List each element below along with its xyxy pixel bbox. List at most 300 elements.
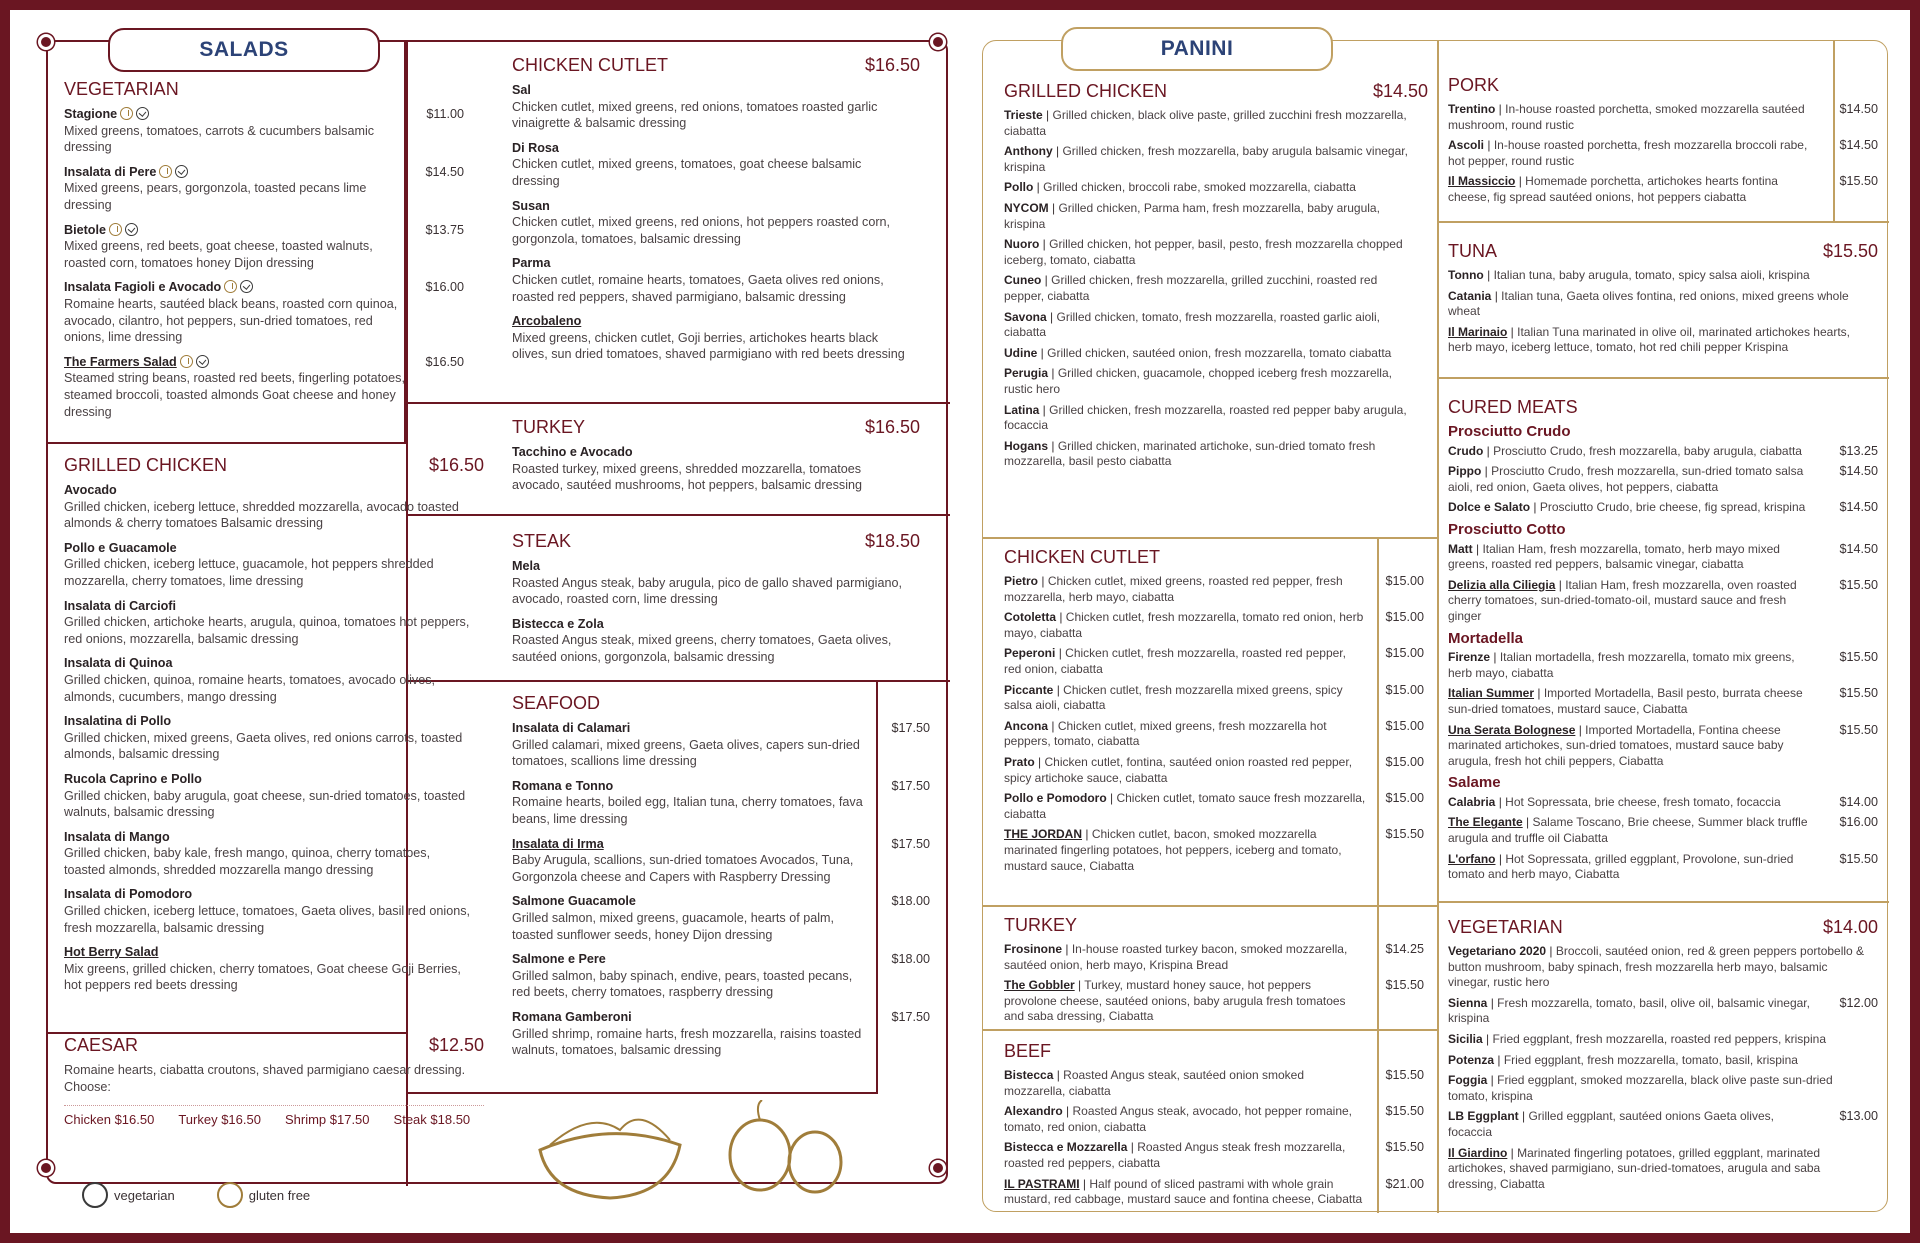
menu-item (1448, 1073, 1878, 1104)
menu-item-name: Insalata di Pomodoro (64, 887, 193, 902)
salads-title: SALADS (108, 28, 380, 72)
menu-item-price: $15.50 (1385, 1104, 1424, 1119)
menu-item-text: Catania | Italian tuna, Gaeta olives fontina, red onions, mixed greens whole wheat (1448, 288, 1849, 319)
menu-item-desc: Fresh mozzarella, tomato, basil, olive oil, balsamic vinegar, krispina (1448, 995, 1810, 1026)
menu-item-name: Parma (512, 256, 551, 271)
menu-item-name: Bietole (64, 222, 106, 237)
menu-item-row (512, 893, 930, 943)
menu-item-desc: In-house roasted turkey bacon, smoked mozzarella, sautéed onion, herb mayo, Krispina Bread (1004, 942, 1348, 972)
menu-item-name-line (512, 140, 910, 157)
menu-item-text (512, 82, 920, 132)
menu-item-text (64, 829, 484, 879)
menu-item-desc: Grilled chicken, fresh mozzarella, roasted red pepper baby arugula, focaccia (1004, 402, 1407, 433)
menu-item-row (1448, 464, 1878, 495)
menu-item-price: $15.00 (1385, 754, 1424, 769)
menu-item-price: $14.50 (1839, 102, 1878, 116)
menu-item-text: Pietro | Chicken cutlet, mixed greens, roasted red pepper, fresh mozzarella, herb mayo, ciabatta (1004, 574, 1343, 604)
menu-item-name: Bistecca e Mozzarella (1004, 1140, 1128, 1155)
salads-steak (512, 530, 920, 674)
menu-item-desc: Grilled chicken, fresh mozzarella, grilled zucchini, roasted red pepper, ciabatta (1004, 273, 1378, 303)
menu-item-price: $15.00 (1385, 574, 1424, 588)
menu-item-name: Firenze (1448, 650, 1491, 665)
menu-item-name-line (64, 354, 406, 371)
menu-item (1004, 144, 1428, 175)
menu-item-desc: Chicken cutlet, romaine hearts, tomatoes, Gaeta olives red onions, roasted red peppers, shaved parmigiano, balsamic dressing (512, 272, 884, 304)
menu-item-name: THE JORDAN (1004, 827, 1083, 842)
menu-item-text (64, 222, 416, 272)
menu-item-row (1448, 852, 1878, 883)
menu-item-text (64, 713, 484, 763)
menu-item (1448, 542, 1878, 573)
menu-item (64, 713, 484, 763)
menu-item-desc: Chicken cutlet, mixed greens, red onions, tomatoes roasted garlic vinaigrette & balsamic dressing (512, 99, 878, 131)
menu-item-text: L'orfano | Hot Sopressata, grilled eggplant, Provolone, sun-dried tomato and herb mayo, Ciabatta (1448, 851, 1794, 882)
salads-vegetarian (64, 78, 464, 428)
menu-item-row (512, 198, 920, 248)
menu-item-row (1004, 1177, 1424, 1208)
menu-item-price: $15.00 (1385, 682, 1424, 697)
menu-item-text: Potenza | Fried eggplant, fresh mozzarella, tomato, basil, krispina (1448, 1052, 1798, 1067)
menu-item (1448, 464, 1878, 495)
menu-item-row (1004, 683, 1424, 714)
vegetarian-icon (175, 165, 188, 178)
section-title: TUNA (1448, 241, 1497, 261)
cured-meat-group-title: Prosciutto Cotto (1448, 520, 1566, 538)
menu-item-price: $15.50 (1385, 1068, 1424, 1082)
menu-item-name: Bistecca e Zola (512, 616, 604, 631)
menu-item-desc: Mix greens, grilled chicken, cherry tomatoes, Goat cheese Goji Berries, hot peppers red beets dressing (64, 961, 461, 993)
menu-item-text: Frosinone | In-house roasted turkey bacon, smoked mozzarella, sautéed onion, herb mayo, Krispina Bread (1004, 942, 1348, 972)
menu-item-name: Di Rosa (512, 140, 559, 155)
menu-item-price: $14.25 (1385, 942, 1424, 956)
menu-item-text: Pollo | Grilled chicken, broccoli rabe, smoked mozzarella, ciabatta (1004, 180, 1356, 195)
menu-item-name: Insalata di Mango (64, 829, 170, 844)
panini-tuna (1448, 240, 1878, 361)
menu-item (512, 1009, 930, 1059)
section-price: $16.50 (428, 455, 484, 475)
gluten-free-icon (120, 107, 133, 120)
menu-item-name: Avocado (64, 483, 117, 497)
menu-item-row (1004, 1068, 1424, 1099)
menu-item-text: Peperoni | Chicken cutlet, fresh mozzarella, roasted red pepper, red onion, ciabatta (1004, 646, 1346, 676)
menu-item-price: $17.50 (891, 721, 930, 735)
menu-item-row (512, 720, 930, 770)
section-title: VEGETARIAN (1448, 917, 1563, 937)
menu-item-name-line (64, 540, 474, 557)
menu-item-row (1448, 268, 1878, 284)
menu-item-name: Salmone e Pere (512, 952, 606, 967)
menu-item-name: Susan (512, 198, 550, 213)
menu-item-desc: Mixed greens, red beets, goat cheese, toasted walnuts, roasted corn, tomatoes honey Dijon dressing (64, 239, 373, 270)
menu-item-text: THE JORDAN | Chicken cutlet, bacon, smoked mozzarella marinated fingerling potatoes, hot peppers, iceberg and tomato, mustard sauce, Ciabatta (1004, 827, 1342, 873)
menu-item-price: $14.50 (1839, 541, 1878, 556)
menu-item-desc: Roasted Angus steak, mixed greens, cherry tomatoes, Gaeta olives, sautéed onions, gorgonzola, balsamic dressing (512, 633, 892, 664)
menu-item-desc: Turkey, mustard honey sauce, hot peppers provolone cheese, sautéed onions, baby arugula fresh tomatoes and saba dressing, Ciabatta (1004, 978, 1346, 1024)
menu-item (1448, 650, 1878, 681)
menu-item-desc: Roasted Angus steak fresh mozzarella, roasted red peppers, ciabatta (1004, 1140, 1346, 1170)
menu-item-text (64, 482, 484, 532)
menu-item-text: Perugia | Grilled chicken, guacamole, chopped iceberg fresh mozzarella, rustic hero (1004, 366, 1392, 396)
menu-item-desc: Grilled salmon, baby spinach, endive, pears, toasted pecans, red beets, cherry tomatoes, raspberry dressing (512, 968, 853, 1000)
menu-item-text: Sicilia | Fried eggplant, fresh mozzarella, roasted red peppers, krispina (1448, 1031, 1826, 1046)
section-price: $16.50 (864, 417, 920, 437)
menu-item-row (1004, 403, 1428, 434)
menu-item (1448, 268, 1878, 284)
menu-item-row (512, 313, 920, 363)
menu-item-text: IL PASTRAMI | Half pound of sliced pastrami with whole grain mustard, red cabbage, mustard sauce and fontina cheese, Ciabatta (1004, 1176, 1363, 1207)
menu-item (1004, 683, 1424, 714)
menu-item (512, 82, 920, 132)
menu-item-price: $17.50 (891, 1009, 930, 1024)
menu-item (512, 255, 920, 305)
menu-item-price: $15.50 (1839, 722, 1878, 737)
menu-item-price: $15.50 (1839, 650, 1878, 665)
menu-item (1448, 815, 1878, 846)
salads-chicken-cutlet (512, 54, 920, 371)
menu-item-text: Trentino | In-house roasted porchetta, smoked mozzarella sautéed mushroom, round rustic (1448, 102, 1805, 132)
menu-item (512, 836, 930, 886)
menu-item (64, 886, 484, 936)
menu-item-row (512, 836, 930, 886)
menu-item-text (512, 893, 882, 943)
section-heading (512, 416, 920, 438)
menu-item-row (64, 944, 484, 994)
menu-item-text: Bistecca | Roasted Angus steak, sautéed onion smoked mozzarella, ciabatta (1004, 1068, 1304, 1098)
menu-item-name-line (512, 778, 872, 795)
menu-item-price: $12.00 (1839, 995, 1878, 1010)
menu-item-price: $13.75 (425, 222, 464, 237)
menu-item (1004, 346, 1428, 362)
menu-item-desc: Italian tuna, Gaeta olives fontina, red onions, mixed greens whole wheat (1448, 288, 1849, 319)
menu-item-row (512, 1009, 930, 1059)
menu-item (1004, 1068, 1424, 1099)
menu-item-name: Trieste (1004, 108, 1043, 122)
menu-item-name-line (64, 771, 474, 788)
menu-item-text (64, 655, 484, 705)
menu-item-desc: Grilled salmon, mixed greens, guacamole, hearts of palm, toasted sunflower seeds, honey Dijon dressing (512, 910, 834, 942)
menu-item (1448, 1146, 1878, 1193)
menu-item-name-line (64, 829, 474, 846)
menu-item-price: $18.00 (891, 894, 930, 909)
menu-item-text (64, 598, 484, 648)
menu-item-price: $17.50 (891, 778, 930, 793)
menu-item (1004, 610, 1424, 641)
gluten-free-icon (159, 165, 172, 178)
menu-item-name: Cotoletta (1004, 610, 1056, 625)
menu-item-row (1448, 1146, 1878, 1193)
section-title: GRILLED CHICKEN (1004, 81, 1168, 101)
cured-meat-group-title: Prosciutto Crudo (1448, 423, 1571, 440)
menu-item-text: Hogans | Grilled chicken, marinated artichoke, sun-dried tomato fresh mozzarella, basil pesto ciabatta (1004, 438, 1376, 469)
menu-item-name: Dolce e Salato (1448, 500, 1531, 515)
menu-item-text: Crudo | Prosciutto Crudo, fresh mozzarella, baby arugula, ciabatta (1448, 443, 1802, 458)
menu-item-name: The Gobbler (1004, 978, 1075, 993)
menu-item-text: Piccante | Chicken cutlet, fresh mozzarella mixed greens, spicy salsa aioli, ciabatta (1004, 682, 1343, 713)
menu-item-desc: Hot Sopressata, grilled eggplant, Provolone, sun-dried tomato and herb mayo, Ciabatta (1448, 851, 1794, 882)
section-heading (1448, 916, 1878, 938)
menu-item (1004, 403, 1428, 434)
menu-item-name: Trentino (1448, 102, 1496, 116)
gluten-free-icon (180, 355, 193, 368)
menu-item-row (64, 886, 484, 936)
menu-item-name-line (64, 655, 474, 672)
menu-item-row (1004, 366, 1428, 397)
menu-item-name: Alexandro (1004, 1104, 1063, 1119)
menu-item-desc: Mixed greens, tomatoes, carrots & cucumbers balsamic dressing (64, 123, 375, 155)
menu-item-row (1004, 439, 1428, 470)
menu-item (1448, 795, 1878, 811)
menu-item-name: NYCOM (1004, 200, 1049, 215)
menu-item-row (1448, 444, 1878, 460)
section-title: BEEF (1004, 1041, 1052, 1061)
menu-item-text (512, 255, 920, 305)
menu-item-desc: Imported Mortadella, Basil pesto, burrata cheese sun-dried tomatoes, mustard sauce, Ciabatta (1448, 686, 1803, 716)
menu-item-name-line (512, 720, 872, 737)
menu-item-name: Insalata Fagioli e Avocado (64, 280, 222, 295)
menu-item-row (1448, 289, 1878, 320)
menu-item (1004, 108, 1428, 139)
section-heading (1004, 546, 1424, 568)
menu-item-name: Crudo (1448, 443, 1484, 458)
menu-item-name-line (512, 616, 910, 633)
menu-item-row (1004, 108, 1428, 139)
section-heading (1448, 74, 1878, 96)
menu-item-name: The Farmers Salad (64, 354, 177, 369)
menu-item-name: L'orfano (1448, 851, 1496, 866)
menu-item-row (512, 616, 920, 666)
menu-item-desc: Marinated fingerling potatoes, grilled eggplant, marinated artichokes, shaved parmigiano, sun-dried-tomatoes, arugula and saba dressing, Ciabatta (1448, 1145, 1821, 1191)
menu-item-desc: Mixed greens, chicken cutlet, Goji berries, artichokes hearts black olives, sun dried tomatoes, shaved parmigiano with red beets dressing (512, 330, 905, 362)
menu-item-row (1448, 815, 1878, 846)
menu-item-price: $14.50 (1839, 464, 1878, 479)
menu-item (1448, 578, 1878, 625)
menu-item-row (1004, 827, 1424, 874)
menu-item (1004, 273, 1428, 304)
section-heading (1004, 1040, 1424, 1062)
menu-item-price: $15.50 (1385, 1140, 1424, 1155)
menu-item-name: IL PASTRAMI (1004, 1176, 1080, 1191)
section-title: SEAFOOD (512, 693, 601, 713)
menu-item-desc: Grilled chicken, guacamole, chopped iceberg fresh mozzarella, rustic hero (1004, 366, 1392, 396)
menu-item-price: $15.00 (1385, 610, 1424, 625)
menu-item-text: Il Giardino | Marinated fingerling potatoes, grilled eggplant, marinated artichokes, shaved parmigiano, sun-dried-tomatoes, arugula and saba dressing, Ciabatta (1448, 1145, 1821, 1191)
menu-item-desc: Chicken cutlet, fresh mozzarella mixed greens, spicy salsa aioli, ciabatta (1004, 682, 1343, 713)
menu-item-desc: Fried eggplant, fresh mozzarella, tomato, basil, krispina (1503, 1052, 1798, 1067)
menu-item-name: Potenza (1448, 1052, 1495, 1067)
menu-item-text: NYCOM | Grilled chicken, Parma ham, fresh mozzarella, baby arugula, krispina (1004, 200, 1380, 231)
menu-item (64, 771, 484, 821)
menu-item-desc: Mixed greens, pears, gorgonzola, toasted pecans lime dressing (64, 181, 367, 212)
menu-item-text: Cuneo | Grilled chicken, fresh mozzarella, grilled zucchini, roasted red pepper, ciabatta (1004, 273, 1378, 303)
menu-item-name: Hot Berry Salad (64, 945, 159, 960)
menu-item-desc: Half pound of sliced pastrami with whole grain mustard, red cabbage, mustard sauce and fontina cheese, Ciabatta (1004, 1176, 1363, 1207)
menu-item-desc: Steamed string beans, roasted red beets, fingerling potatoes, steamed broccoli, toasted almonds Goat cheese and honey dressing (64, 371, 405, 419)
section-title: CAESAR (64, 1035, 139, 1055)
menu-item-name: Romana e Tonno (512, 778, 614, 793)
menu-item-row (64, 354, 464, 420)
menu-item-text: Delizia alla Ciliegia | Italian Ham, fresh mozzarella, oven roasted cherry tomatoes, sun-dried-tomato-oil, mustard sauce and fresh ginger (1448, 577, 1797, 623)
menu-item (1004, 180, 1428, 196)
menu-item-name-line (512, 1009, 872, 1026)
menu-item-row (512, 558, 920, 608)
menu-item (1004, 978, 1424, 1025)
menu-item (1448, 944, 1878, 991)
salads-turkey (512, 416, 920, 502)
menu-item-price: $16.50 (425, 354, 464, 369)
menu-item-name: Italian Summer (1448, 686, 1535, 701)
menu-item-name: Prato (1004, 754, 1035, 769)
panini-cured-meats (1448, 396, 1878, 888)
menu-item-row (1004, 310, 1428, 341)
section-title: CHICKEN CUTLET (512, 55, 669, 75)
menu-item-text: Bistecca e Mozzarella | Roasted Angus steak fresh mozzarella, roasted red peppers, ciabatta (1004, 1140, 1346, 1170)
legend-vegetarian-label: vegetarian (114, 1187, 175, 1203)
menu-item (64, 655, 484, 705)
menu-item-name: Nuoro (1004, 237, 1040, 252)
menu-item-name: Pollo e Guacamole (64, 540, 177, 555)
menu-item-name: Una Serata Bolognese (1448, 722, 1576, 737)
menu-item-name: Peperoni (1004, 646, 1056, 661)
caesar-options (64, 1105, 484, 1129)
menu-item-text (512, 140, 920, 190)
menu-item-desc: Prosciutto Crudo, brie cheese, fig spread, krispina (1539, 500, 1806, 515)
menu-item-text: Nuoro | Grilled chicken, hot pepper, basil, pesto, fresh mozzarella chopped iceberg, tomato, ciabatta (1004, 237, 1403, 267)
menu-item-text (512, 616, 920, 666)
menu-item-name: Insalata di Quinoa (64, 656, 173, 671)
menu-item-desc: Chicken cutlet, mixed greens, red onions, hot peppers roasted corn, gorgonzola, tomatoes, balsamic dressing (512, 215, 891, 246)
menu-item-text: Calabria | Hot Sopressata, brie cheese, fresh tomato, focaccia (1448, 794, 1781, 809)
caesar-choose: Choose: (64, 1079, 111, 1094)
menu-item-row (1448, 996, 1878, 1027)
menu-item-desc: Fried eggplant, fresh mozzarella, roasted red peppers, krispina (1492, 1031, 1826, 1046)
menu-item-text: Savona | Grilled chicken, tomato, fresh mozzarella, roasted garlic aioli, ciabatta (1004, 309, 1380, 340)
menu-item-desc: Grilled chicken, artichoke hearts, arugula, quinoa, tomatoes hot peppers, red onions, mozzarella, balsamic dressing (64, 615, 470, 646)
menu-item-desc: Italian mortadella, fresh mozzarella, tomato mix greens, herb mayo, ciabatta (1448, 650, 1795, 680)
menu-item-desc: Romaine hearts, sautéed black beans, roasted corn quinoa, avocado, cilantro, hot peppers, sun-dried tomatoes, red onions, lime dressing (64, 296, 398, 345)
menu-item-name-line (64, 598, 474, 615)
menu-item-desc: Fried eggplant, smoked mozzarella, black olive paste sun-dried tomato, krispina (1448, 1073, 1833, 1103)
section-heading (64, 78, 464, 100)
menu-item-price: $14.50 (1839, 138, 1878, 153)
menu-item-name: Insalatina di Pollo (64, 714, 172, 729)
section-heading (1448, 240, 1878, 262)
menu-item-name-line (64, 944, 474, 961)
menu-item-row (1448, 542, 1878, 573)
menu-item-desc: Chicken cutlet, bacon, smoked mozzarella marinated fingerling potatoes, hot peppers, iceberg and tomato, mustard sauce, Ciabatta (1004, 827, 1342, 873)
cured-meat-group-title: Salame (1448, 774, 1501, 792)
gluten-free-icon (109, 223, 122, 236)
menu-item-text: Il Massiccio | Homemade porchetta, artichokes hearts fontina cheese, fig spread sautéed onions, hot peppers ciabatta (1448, 174, 1778, 204)
menu-item (1004, 439, 1428, 470)
menu-item-desc: Grilled chicken, fresh mozzarella, baby arugula balsamic vinegar, krispina (1004, 144, 1408, 174)
menu-item-name: Sienna (1448, 995, 1488, 1010)
menu-item (1004, 1104, 1424, 1135)
menu-item-row (64, 106, 464, 156)
menu-item-desc: Grilled shrimp, romaine harts, fresh mozzarella, raisins toasted walnuts, tomatoes, balsamic dressing (512, 1026, 862, 1058)
menu-item-row (1004, 346, 1428, 362)
menu-item-name: Insalata di Carciofi (64, 598, 176, 613)
menu-item-desc: Grilled chicken, Parma ham, fresh mozzarella, baby arugula, krispina (1004, 200, 1380, 231)
gluten-free-icon (217, 1182, 243, 1208)
menu-item-desc: Roasted Angus steak, avocado, hot pepper romaine, tomato, red onion, ciabatta (1004, 1104, 1352, 1134)
menu-item (1448, 289, 1878, 320)
menu-item-row (64, 598, 484, 648)
menu-item-desc: Chicken cutlet, mixed greens, fresh mozzarella hot peppers, tomato, ciabatta (1004, 718, 1327, 749)
menu-item-row (1004, 144, 1428, 175)
menu-item-desc: Grilled eggplant, sautéed onions Gaeta olives, focaccia (1448, 1109, 1774, 1139)
menu-item-price: $15.00 (1385, 718, 1424, 733)
menu-item (1004, 755, 1424, 786)
menu-item-name: Anthony (1004, 144, 1053, 159)
menu-item-price: $16.00 (1839, 815, 1878, 830)
menu-item-row (64, 655, 484, 705)
menu-item (1004, 791, 1424, 822)
vegetarian-icon (196, 355, 209, 368)
menu-item-price: $15.50 (1839, 174, 1878, 189)
menu-item-text: Foggia | Fried eggplant, smoked mozzarella, black olive paste sun-dried tomato, krispina (1448, 1073, 1833, 1103)
menu-item-row (64, 771, 484, 821)
menu-item-text (64, 164, 416, 214)
menu-item (1004, 827, 1424, 874)
menu-item-price: $21.00 (1385, 1176, 1424, 1191)
menu-item-text (64, 354, 416, 420)
menu-item (1004, 942, 1424, 973)
menu-item (1448, 138, 1878, 169)
menu-item (1004, 1177, 1424, 1208)
panini-pork (1448, 74, 1878, 211)
menu-item-name: Ascoli (1448, 138, 1485, 153)
menu-item-text: Sienna | Fresh mozzarella, tomato, basil, olive oil, balsamic vinegar, krispina (1448, 995, 1810, 1026)
menu-item-desc: Hot Sopressata, brie cheese, fresh tomato, focaccia (1505, 794, 1781, 809)
menu-item-text (512, 558, 920, 608)
menu-item-price: $15.50 (1839, 577, 1878, 592)
menu-item (1448, 996, 1878, 1027)
menu-item-name: Hogans (1004, 438, 1049, 453)
menu-item-name: Insalata di Pere (64, 164, 157, 179)
menu-item-text: Cotoletta | Chicken cutlet, fresh mozzarella, tomato red onion, herb mayo, ciabatta (1004, 610, 1364, 640)
menu-item-desc: Roasted Angus steak, baby arugula, pico de gallo shaved parmigiano, avocado, roasted corn, lime dressing (512, 575, 902, 607)
menu-item-text (64, 106, 416, 156)
menu-item-name: Ancona (1004, 718, 1049, 733)
panini-vegetarian (1448, 916, 1878, 1197)
menu-item-name: Pippo (1448, 464, 1482, 479)
menu-item-name-line (64, 106, 406, 123)
menu-item-row (1448, 686, 1878, 717)
menu-item-desc: Grilled chicken, baby kale, fresh mango, quinoa, cherry tomatoes, toasted almonds, shredded mozzarella mango dressing (64, 846, 431, 877)
menu-item-name: Piccante (1004, 682, 1054, 697)
menu-item-row (1004, 1104, 1424, 1135)
menu-item-desc: Italian Ham, fresh mozzarella, tomato, herb mayo mixed greens, roasted red peppers, balsamic vinegar, ciabatta (1448, 541, 1780, 572)
menu-item-row (1448, 500, 1878, 516)
menu-item-desc: Grilled chicken, tomato, fresh mozzarella, roasted garlic aioli, ciabatta (1004, 309, 1380, 340)
menu-item-name-line (64, 222, 406, 239)
menu-item-desc: Chicken cutlet, tomato sauce fresh mozzarella, ciabatta (1004, 791, 1366, 821)
menu-item-name: Perugia (1004, 366, 1049, 381)
menu-item (512, 558, 920, 608)
menu-item-text: The Elegante | Salame Toscano, Brie cheese, Summer black truffle arugula and truffle oil Ciabatta (1448, 815, 1808, 846)
menu-item (64, 829, 484, 879)
menu-item-text (64, 886, 484, 936)
menu-item-name: Romana Gamberoni (512, 1009, 632, 1024)
panini-beef (1004, 1040, 1424, 1213)
menu-item-price: $15.00 (1385, 646, 1424, 661)
menu-item-name: Delizia alla Ciliegia (1448, 577, 1556, 592)
menu-item-desc: Chicken cutlet, fresh mozzarella, tomato red onion, herb mayo, ciabatta (1004, 610, 1364, 640)
salads-caesar (64, 1034, 484, 1129)
menu-item-name: Rucola Caprino e Pollo (64, 771, 202, 786)
panini-title: PANINI (1061, 27, 1333, 71)
section-price: $16.50 (864, 55, 920, 75)
